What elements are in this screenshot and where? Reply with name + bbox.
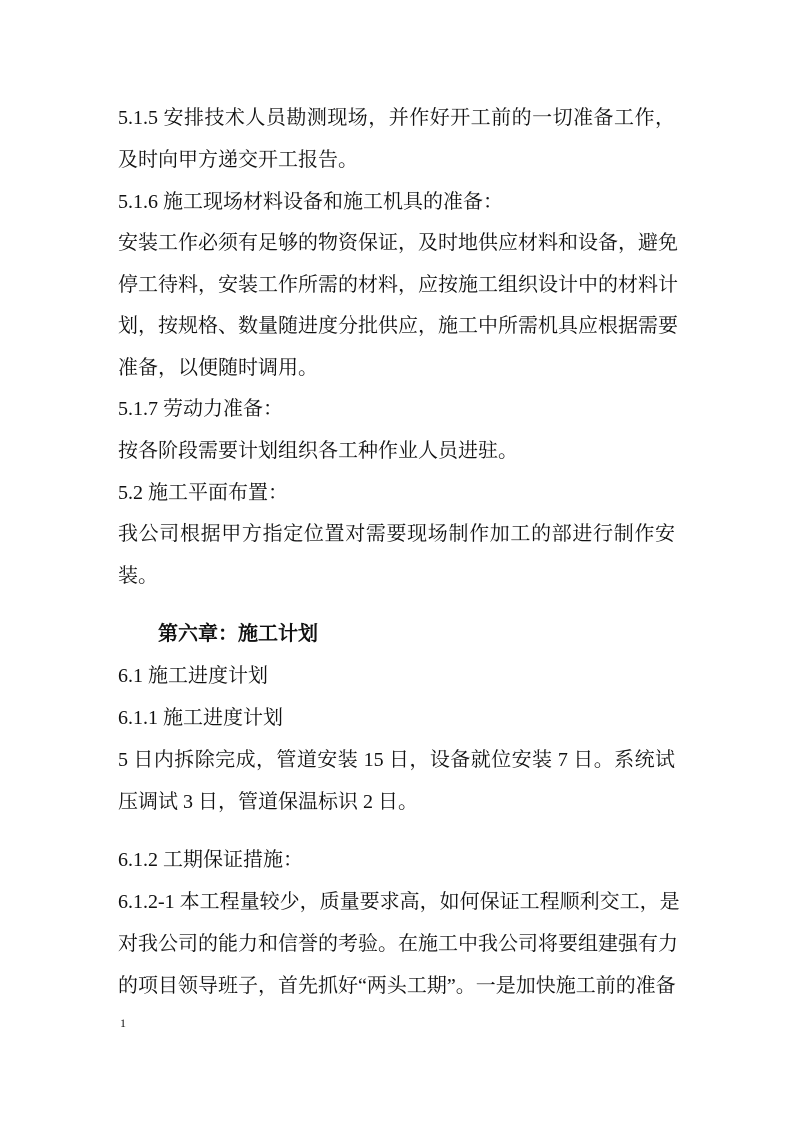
chapter-heading: 第六章：施工计划: [158, 623, 318, 645]
section-heading: 6.1 施工进度计划: [118, 665, 268, 687]
paragraph-line: 安装工作必须有足够的物资保证，及时地供应材料和设备，避免: [118, 232, 678, 254]
section-heading: 6.1.1 施工进度计划: [118, 707, 283, 729]
paragraph-line: 准备，以便随时调用。: [118, 357, 318, 379]
paragraph-line: 压调试 3 日，管道保温标识 2 日。: [118, 791, 418, 813]
page-number: 1: [120, 1016, 126, 1030]
paragraph-line: 划，按规格、数量随进度分批供应，施工中所需机具应根据需要: [118, 315, 678, 337]
section-heading: 6.1.2 工期保证措施：: [118, 849, 303, 871]
paragraph-line: 及时向甲方递交开工报告。: [118, 149, 358, 171]
paragraph-line: 按各阶段需要计划组织各工种作业人员进驻。: [118, 440, 518, 462]
section-heading: 5.1.7 劳动力准备：: [118, 398, 283, 420]
paragraph-line: 停工待料，安装工作所需的材料，应按施工组织设计中的材料计: [118, 274, 678, 296]
paragraph-line: 我公司根据甲方指定位置对需要现场制作加工的部进行制作安: [118, 523, 675, 545]
paragraph-line: 5.1.5 安排技术人员勘测现场，并作好开工前的一切准备工作，: [118, 107, 675, 129]
section-heading: 5.2 施工平面布置：: [118, 482, 288, 504]
paragraph-line: 6.1.2-1 本工程量较少，质量要求高，如何保证工程顺利交工，是: [118, 891, 680, 913]
paragraph-line: 5 日内拆除完成，管道安装 15 日，设备就位安装 7 日。系统试: [118, 749, 675, 771]
paragraph-line: 装。: [118, 565, 158, 587]
paragraph-line: 的项目领导班子，首先抓好“两头工期”。一是加快施工前的准备: [118, 975, 676, 997]
section-heading: 5.1.6 施工现场材料设备和施工机具的准备：: [118, 191, 503, 213]
paragraph-line: 对我公司的能力和信誉的考验。在施工中我公司将要组建强有力: [118, 933, 678, 955]
